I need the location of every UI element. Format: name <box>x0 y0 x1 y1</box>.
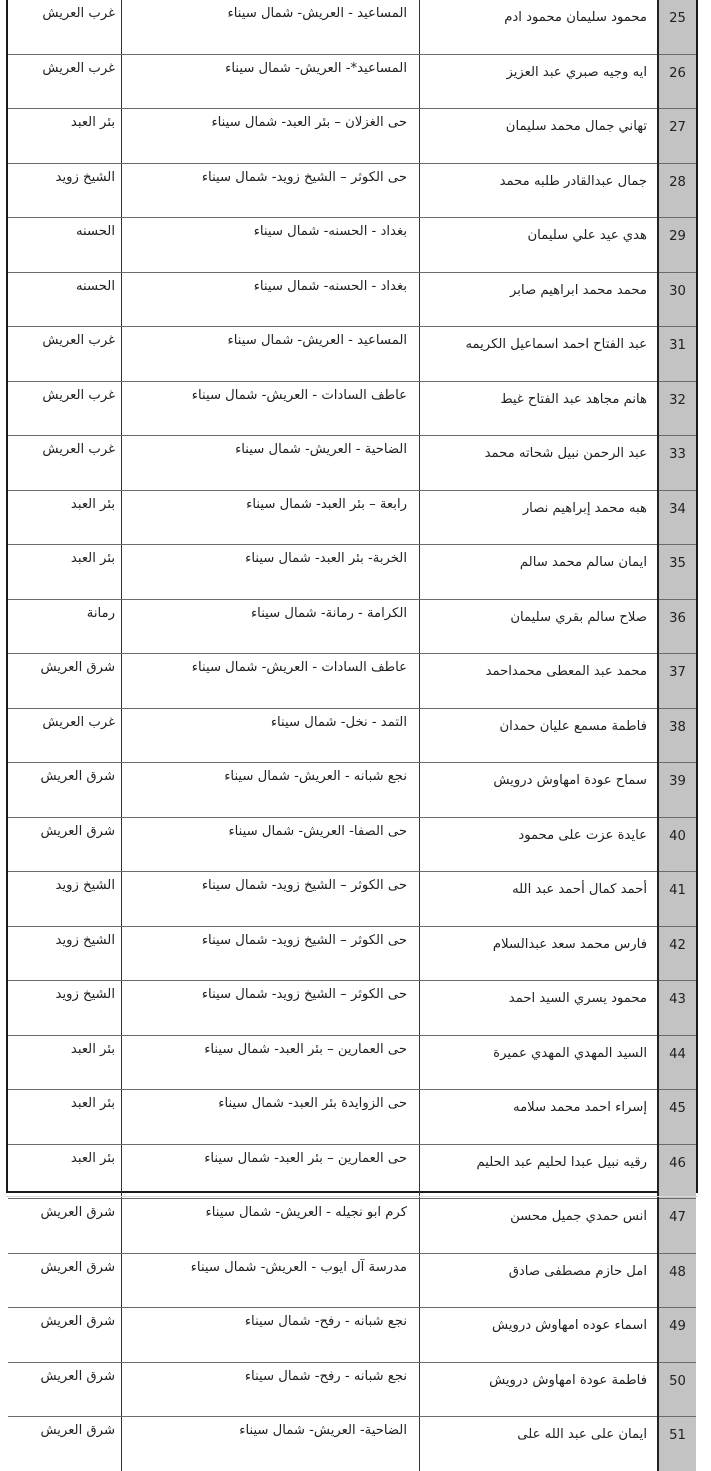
person-name-cell: أحمد كمال أحمد عبد الله <box>420 872 659 927</box>
area-cell: شرق العريش <box>8 1308 122 1363</box>
table-row <box>8 1199 696 1254</box>
address-cell: المساعيد - العريش- شمال سيناء <box>122 0 420 54</box>
person-name-cell: عبد الرحمن نبيل شحاته محمد <box>420 436 659 491</box>
row-number-cell: 45 <box>658 1090 696 1145</box>
address-cell: رابعة – بئر العبد- شمال سيناء <box>122 490 420 545</box>
person-name-cell: فاطمة عودة امهاوش درويش <box>420 1362 659 1417</box>
person-name-cell: فارس محمد سعد عبدالسلام <box>420 926 659 981</box>
area-cell: الشيخ زويد <box>8 926 122 981</box>
area-cell: شرق العريش <box>8 654 122 709</box>
area-cell: رمانة <box>8 599 122 654</box>
person-name-cell: رقيه نبيل عبدا لحليم عبد الحليم <box>420 1144 659 1199</box>
area-cell: بئر العبد <box>8 1090 122 1145</box>
table-row <box>8 545 696 600</box>
area-cell: غرب العريش <box>8 0 122 54</box>
address-cell: بغداد - الحسنه- شمال سيناء <box>122 218 420 273</box>
area-cell: بئر العبد <box>8 490 122 545</box>
row-number-cell: 44 <box>658 1035 696 1090</box>
area-cell: غرب العريش <box>8 381 122 436</box>
area-cell: الحسنه <box>8 272 122 327</box>
person-name-cell: إسراء احمد محمد سلامه <box>420 1090 659 1145</box>
row-number-cell: 51 <box>658 1417 696 1471</box>
row-number-cell: 36 <box>658 599 696 654</box>
table-row <box>8 926 696 981</box>
row-number-cell: 33 <box>658 436 696 491</box>
area-cell: غرب العريش <box>8 708 122 763</box>
area-cell: الحسنه <box>8 218 122 273</box>
table-row <box>8 817 696 872</box>
person-name-cell: هبه محمد إبراهيم نصار <box>420 490 659 545</box>
address-cell: الكرامة - رمانة- شمال سيناء <box>122 599 420 654</box>
address-cell: حى الصفا- العريش- شمال سيناء <box>122 817 420 872</box>
area-cell: شرق العريش <box>8 763 122 818</box>
row-number-cell: 48 <box>658 1253 696 1308</box>
area-cell: شرق العريش <box>8 1253 122 1308</box>
person-name-cell: هدي عيد علي سليمان <box>420 218 659 273</box>
table-row <box>8 381 696 436</box>
row-number-cell: 29 <box>658 218 696 273</box>
area-cell: غرب العريش <box>8 327 122 382</box>
row-number-cell: 38 <box>658 708 696 763</box>
table-row <box>8 1144 696 1199</box>
person-name-cell: صلاح سالم بقري سليمان <box>420 599 659 654</box>
address-cell: عاطف السادات - العريش- شمال سيناء <box>122 381 420 436</box>
table-row <box>8 54 696 109</box>
address-cell: حى الغزلان – بئر العبد- شمال سيناء <box>122 109 420 164</box>
address-cell: المساعيد - العريش- شمال سيناء <box>122 327 420 382</box>
person-name-cell: هانم مجاهد عبد الفتاح غيط <box>420 381 659 436</box>
area-cell: بئر العبد <box>8 545 122 600</box>
person-name-cell: ايمان على عبد الله على <box>420 1417 659 1471</box>
row-number-cell: 37 <box>658 654 696 709</box>
row-number-cell: 42 <box>658 926 696 981</box>
table-row <box>8 163 696 218</box>
row-number-cell: 32 <box>658 381 696 436</box>
person-name-cell: محمود يسري السيد احمد <box>420 981 659 1036</box>
address-cell: عاطف السادات - العريش- شمال سيناء <box>122 654 420 709</box>
address-cell: المساعيد*- العريش- شمال سيناء <box>122 54 420 109</box>
person-name-cell: محمود سليمان محمود ادم <box>420 0 659 54</box>
person-name-cell: جمال عبدالقادر طلبه محمد <box>420 163 659 218</box>
area-cell: شرق العريش <box>40 1423 115 1438</box>
area-cell: شرق العريش <box>8 1199 122 1254</box>
address-cell: نجع شبانه - رفح- شمال سيناء <box>122 1308 420 1363</box>
row-number-cell: 46 <box>658 1144 696 1199</box>
row-number-cell: 30 <box>658 272 696 327</box>
table-row <box>8 763 696 818</box>
person-name-cell: انس حمدي جميل محسن <box>420 1199 659 1254</box>
person-name-cell: عايدة عزت على محمود <box>420 817 659 872</box>
table-row <box>8 872 696 927</box>
address-cell: نجع شبانه - العريش- شمال سيناء <box>122 763 420 818</box>
person-name-cell: امل حازم مصطفى صادق <box>420 1253 659 1308</box>
area-cell: الشيخ زويد <box>8 872 122 927</box>
table-row <box>8 490 696 545</box>
table-row <box>8 1253 696 1308</box>
row-number-cell: 50 <box>658 1362 696 1417</box>
table-row <box>8 436 696 491</box>
person-name-cell: تهاني جمال محمد سليمان <box>420 109 659 164</box>
area-cell: الشيخ زويد <box>8 163 122 218</box>
row-number-cell: 28 <box>658 163 696 218</box>
address-cell: الضاحية- العريش- شمال سيناء <box>122 1417 420 1471</box>
address-cell: حى الكوثر – الشيخ زويد- شمال سيناء <box>122 163 420 218</box>
area-cell: شرق العريش <box>8 1362 122 1417</box>
row-number-cell: 40 <box>658 817 696 872</box>
person-name-cell: ايمان سالم محمد سالم <box>420 545 659 600</box>
address-cell: مدرسة آل ايوب - العريش- شمال سيناء <box>122 1253 420 1308</box>
area-cell: الشيخ زويد <box>8 981 122 1036</box>
table-row <box>8 599 696 654</box>
person-name-cell: عبد الفتاح احمد اسماعيل الكريمه <box>420 327 659 382</box>
address-cell: الضاحية - العريش- شمال سيناء <box>122 436 420 491</box>
address-cell: حى الكوثر – الشيخ زويد- شمال سيناء <box>122 926 420 981</box>
person-name-cell: ايه وجيه صبري عبد العزيز <box>420 54 659 109</box>
row-number-cell: 35 <box>658 545 696 600</box>
row-number-cell: 41 <box>658 872 696 927</box>
area-cell: غرب العريش <box>8 54 122 109</box>
table-row <box>8 327 696 382</box>
row-number-cell: 43 <box>658 981 696 1036</box>
area-cell: بئر العبد <box>8 1144 122 1199</box>
table-row <box>8 1090 696 1145</box>
person-name-cell: السيد المهدي المهدي عميرة <box>420 1035 659 1090</box>
row-number-cell: 26 <box>658 54 696 109</box>
table-row <box>8 1308 696 1363</box>
table-row <box>8 272 696 327</box>
address-cell: نجع شبانه - رفح- شمال سيناء <box>122 1362 420 1417</box>
table-row <box>8 708 696 763</box>
area-cell: بئر العبد <box>8 1035 122 1090</box>
table-row <box>8 109 696 164</box>
address-cell: بغداد - الحسنه- شمال سيناء <box>122 272 420 327</box>
roster-table-frame <box>6 0 698 1443</box>
address-cell: حى العمارين – بئر العبد- شمال سيناء <box>122 1035 420 1090</box>
row-number-cell: 39 <box>658 763 696 818</box>
person-name-cell: اسماء عوده امهاوش درويش <box>420 1308 659 1363</box>
address-cell: الخربة- بئر العبد- شمال سيناء <box>122 545 420 600</box>
row-number-cell: 27 <box>658 109 696 164</box>
table-row <box>8 981 696 1036</box>
address-cell: حى الزوايدة بئر العبد- شمال سيناء <box>122 1090 420 1145</box>
row-number-cell: 31 <box>658 327 696 382</box>
table-row <box>8 1362 696 1417</box>
person-name-cell: محمد عبد المعطى محمداحمد <box>420 654 659 709</box>
row-number-cell: 49 <box>658 1308 696 1363</box>
address-cell: حى العمارين – بئر العبد- شمال سيناء <box>122 1144 420 1199</box>
roster-table <box>8 0 696 1471</box>
roster-table-body <box>8 0 696 1471</box>
table-row <box>8 0 696 54</box>
area-cell: شرق العريش <box>8 817 122 872</box>
area-cell: بئر العبد <box>8 109 122 164</box>
area-cell: غرب العريش <box>8 436 122 491</box>
table-row <box>8 218 696 273</box>
person-name-cell: سماح عودة امهاوش درويش <box>420 763 659 818</box>
address-cell: كرم ابو نجيله - العريش- شمال سيناء <box>122 1199 420 1254</box>
row-number-cell: 25 <box>658 0 696 54</box>
row-number-cell: 34 <box>658 490 696 545</box>
table-row <box>8 654 696 709</box>
table-row <box>8 1417 696 1471</box>
address-cell: حى الكوثر – الشيخ زويد- شمال سيناء <box>122 872 420 927</box>
table-row <box>8 1035 696 1090</box>
page-bottom-rule <box>6 1196 698 1197</box>
row-number-cell: 47 <box>658 1199 696 1254</box>
address-cell: حى الكوثر – الشيخ زويد- شمال سيناء <box>122 981 420 1036</box>
address-cell: التمد - نخل- شمال سيناء <box>122 708 420 763</box>
person-name-cell: محمد محمد ابراهيم صابر <box>420 272 659 327</box>
person-name-cell: فاطمة مسمع عليان حمدان <box>420 708 659 763</box>
